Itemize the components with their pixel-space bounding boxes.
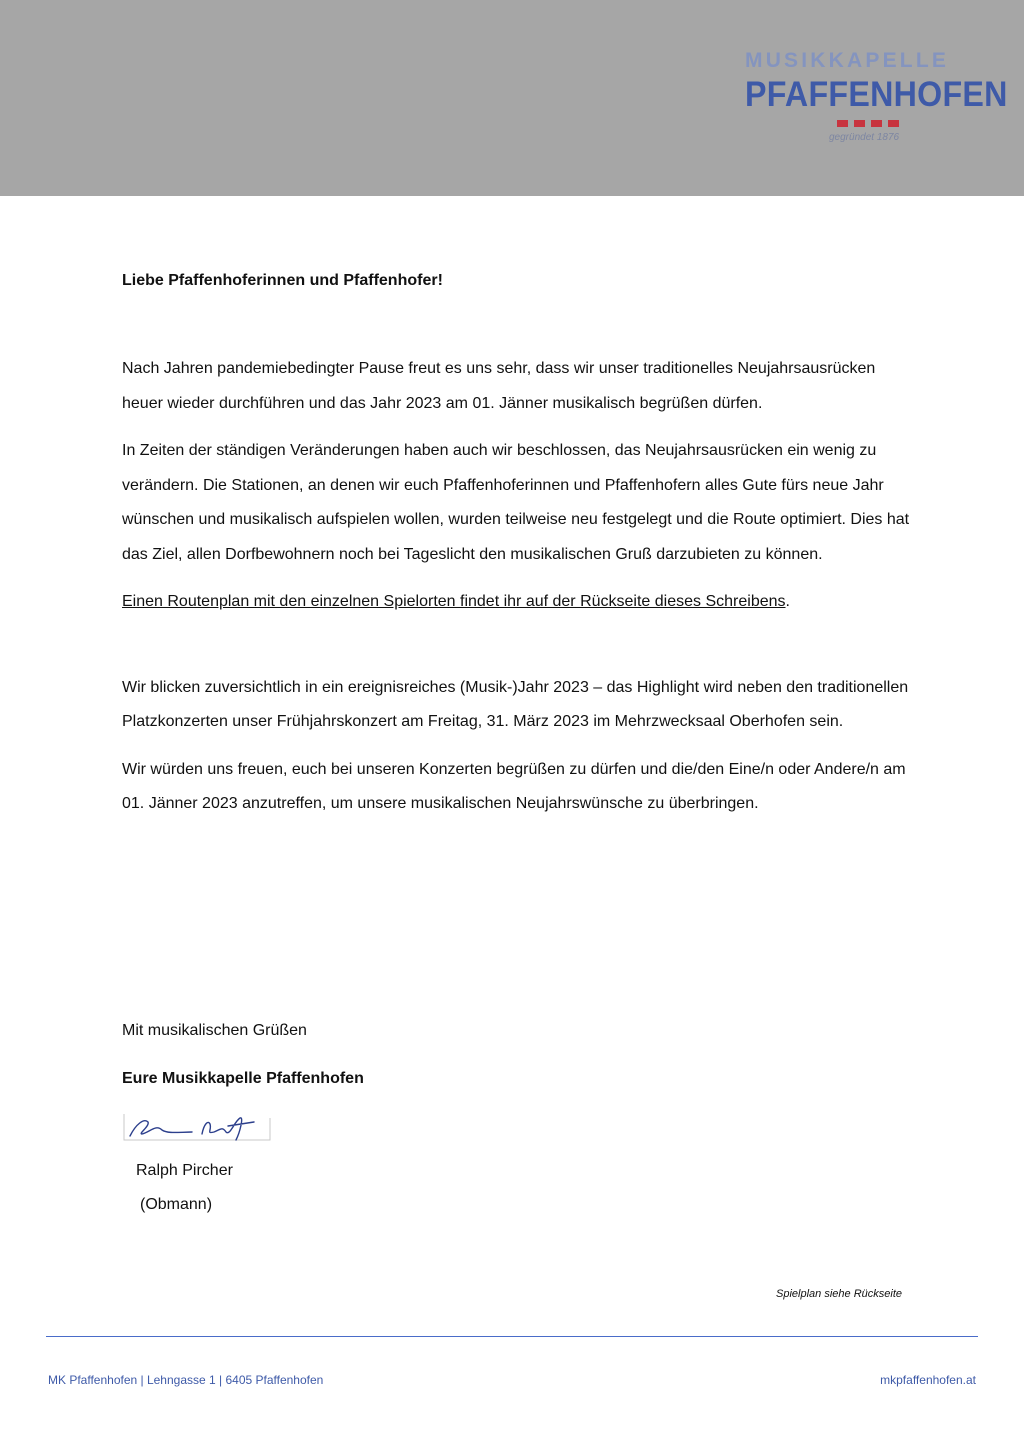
logo-line-2: PFAFFENHOFEN bbox=[745, 75, 1008, 114]
letter-body bbox=[122, 266, 912, 822]
footer-address: MK Pfaffenhofen | Lehngasse 1 | 6405 Pfaffenhofen bbox=[48, 1373, 324, 1387]
greeting: Liebe Pfaffenhoferinnen und Pfaffenhofer! bbox=[122, 272, 443, 289]
logo-square bbox=[837, 120, 848, 127]
logo-red-squares bbox=[837, 120, 899, 127]
logo-square bbox=[871, 120, 882, 127]
signer-name: Ralph Pircher bbox=[136, 1162, 233, 1179]
route-plan-note: Einen Routenplan mit den einzelnen Spielorten findet ihr auf der Rückseite dieses Schreibens bbox=[122, 593, 786, 610]
paragraph-3 bbox=[122, 585, 912, 620]
paragraph-1: Nach Jahren pandemiebedingter Pause freut es uns sehr, dass wir unser traditionelles Neujahrsausrücken heuer wieder durchführen und das Jahr 2023 am 01. Jänner musikalisch begrüßen dürfen. bbox=[122, 360, 876, 412]
handwritten-signature bbox=[122, 1110, 272, 1146]
logo-square bbox=[888, 120, 899, 127]
logo-subtitle: gegründet 1876 bbox=[829, 132, 900, 143]
sender-line: Eure Musikkapelle Pfaffenhofen bbox=[122, 1070, 364, 1087]
schedule-note: Spielplan siehe Rückseite bbox=[776, 1288, 902, 1300]
closing-line: Mit musikalischen Grüßen bbox=[122, 1022, 307, 1039]
signer-role: (Obmann) bbox=[140, 1196, 213, 1213]
paragraph-5: Wir würden uns freuen, euch bei unseren Konzerten begrüßen zu dürfen und die/den Eine/n oder Andere/n am 01. Jänner 2023 anzutreffen, um unsere musikalischen Neujahrswünsche zu überbringen. bbox=[122, 760, 906, 812]
paragraph-4: Wir blicken zuversichtlich in ein ereignisreiches (Musik-)Jahr 2023 – das Highlight wird neben den traditionellen Platzkonzerten unser Frühjahrskonzert am Freitag, 31. März 2023 im Mehrzwecksaal Oberhofen sein. bbox=[122, 678, 909, 730]
logo-square bbox=[854, 120, 865, 127]
footer-website: mkpfaffenhofen.at bbox=[880, 1373, 976, 1387]
paragraph-2: In Zeiten der ständigen Veränderungen haben auch wir beschlossen, das Neujahrsausrücken ein wenig zu verändern. Die Stationen, an denen wir euch Pfaffenhoferinnen und Pfaffenhofern alles Gute fürs neue Jahr wünschen und musikalisch aufspielen wollen, wurden teilweise neu festgelegt und die Route optimiert. Dies hat das Ziel, allen Dorfbewohnern noch bei Tageslicht den musikalischen Gruß darzubieten zu können. bbox=[122, 442, 910, 563]
logo-line-1: MUSIKKAPELLE bbox=[745, 49, 950, 72]
header-band bbox=[0, 0, 1024, 196]
musikkapelle-logo bbox=[745, 49, 1008, 150]
signature-block bbox=[122, 1018, 522, 1213]
footer-divider bbox=[46, 1336, 978, 1337]
route-plan-period: . bbox=[785, 593, 790, 610]
